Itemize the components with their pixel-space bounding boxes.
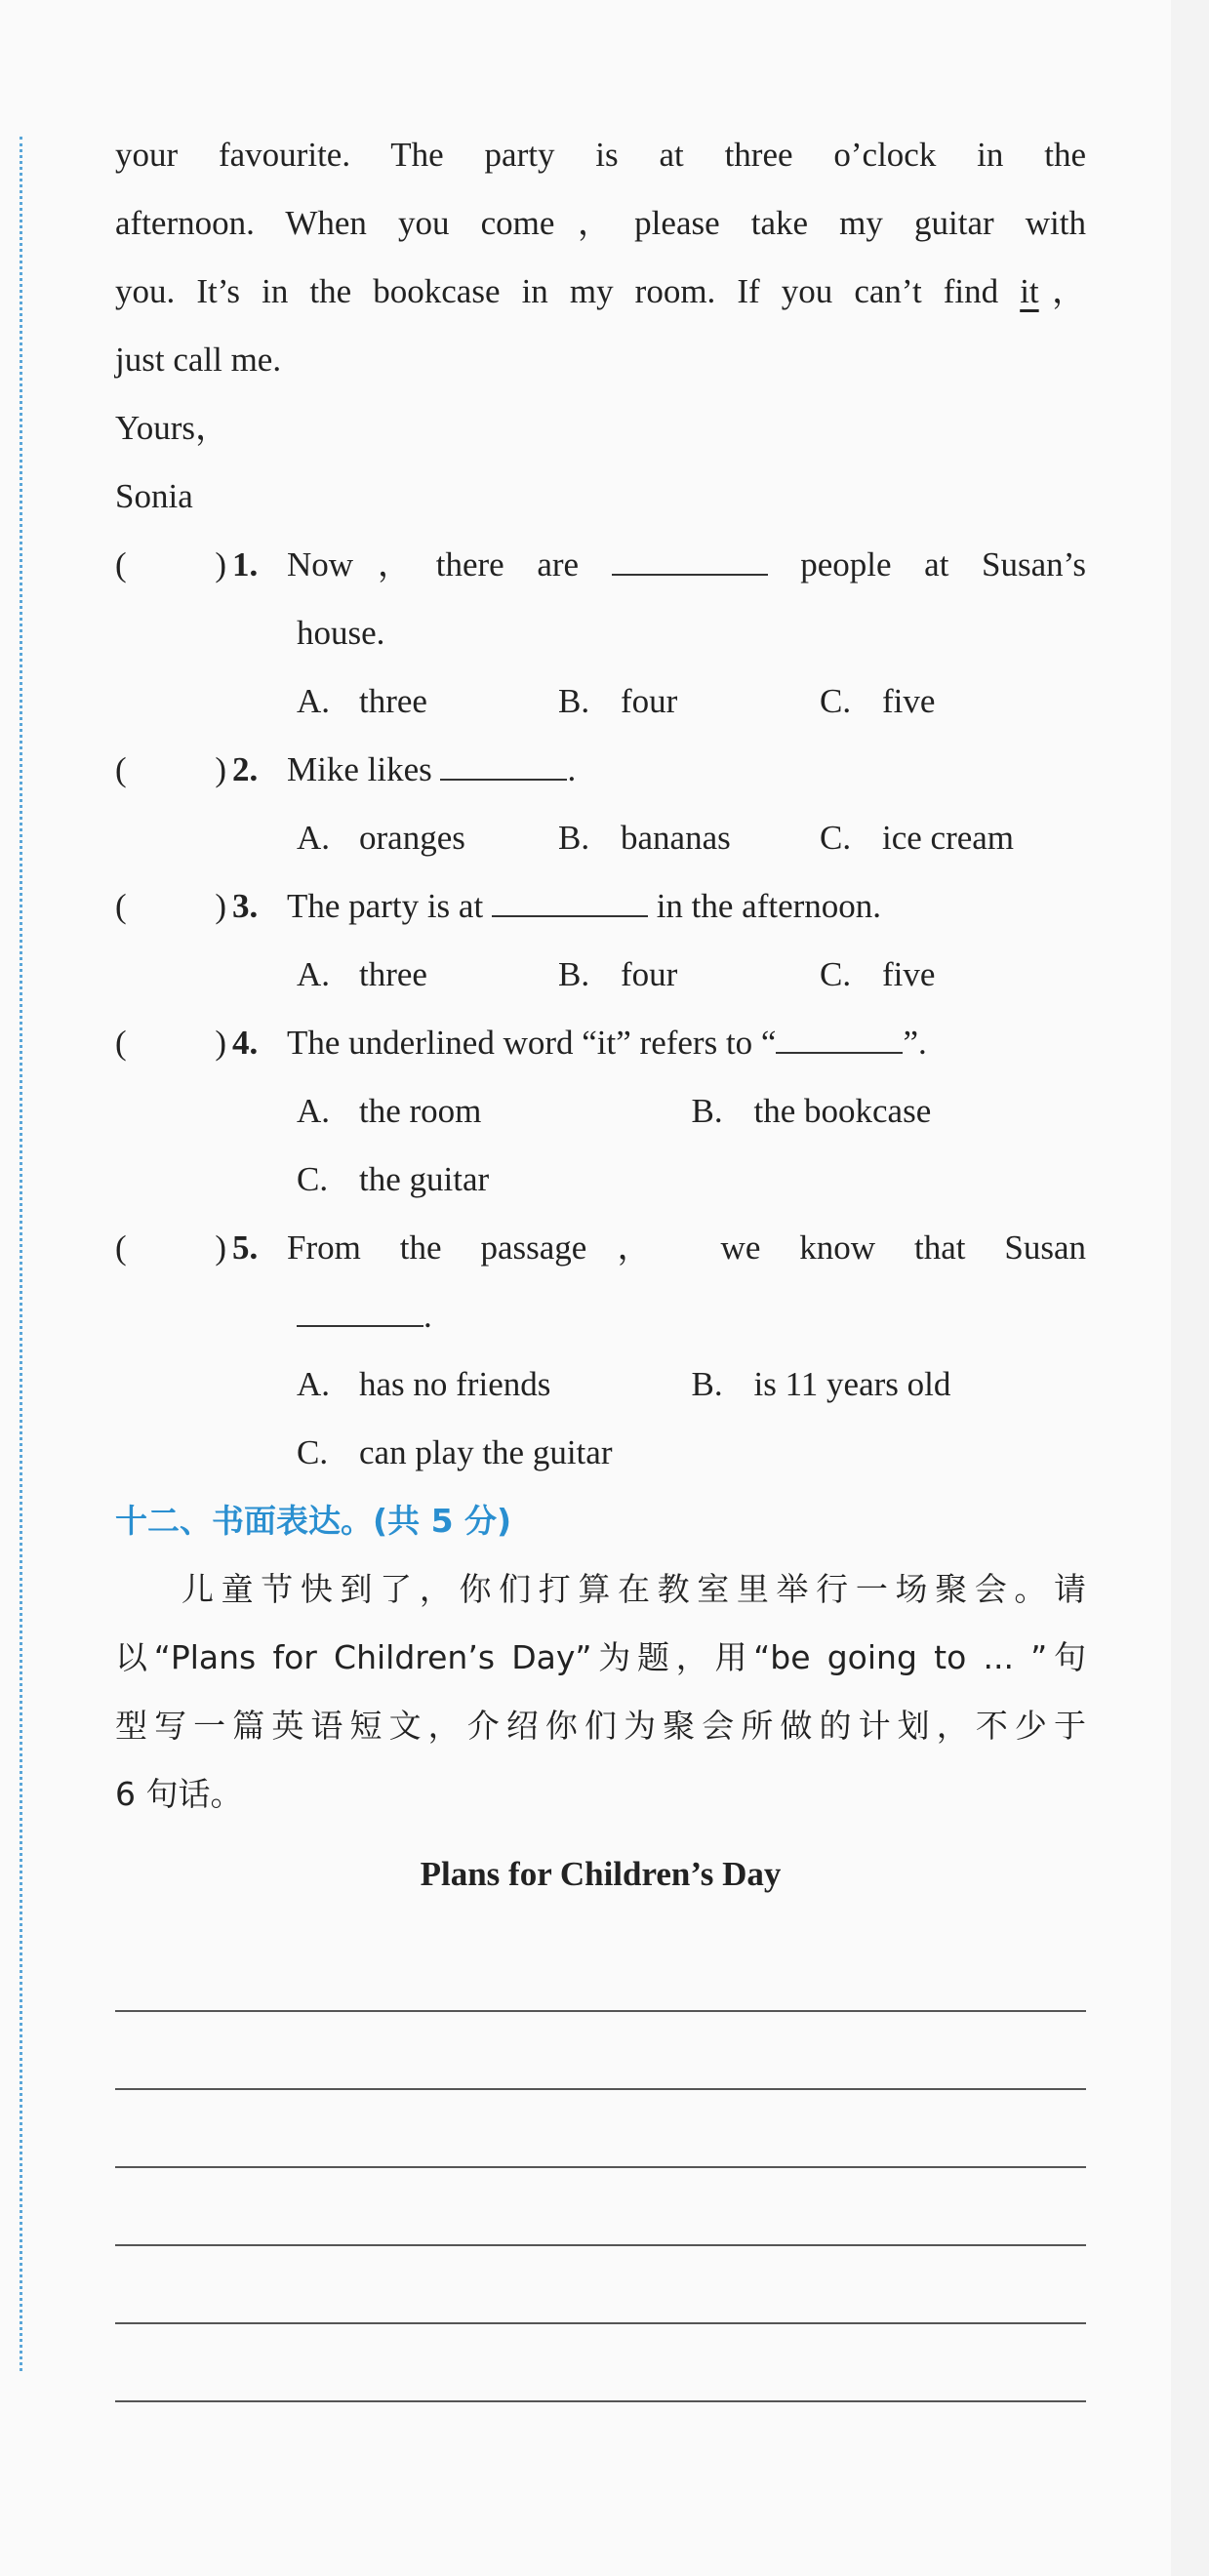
- worksheet-content: [115, 121, 1086, 2402]
- question-stem: The party is at in the afternoon.: [287, 887, 882, 925]
- letter-closing: Yours，: [115, 409, 230, 447]
- writing-section: [115, 1487, 1086, 2402]
- instruction-line: 型写一篇英语短文，介绍你们为聚会所做的计划，不少于: [115, 1707, 1086, 1745]
- question-4: [115, 1009, 1086, 1214]
- question-stem: The underlined word “it” refers to “ ”.: [287, 1024, 927, 1062]
- writing-line[interactable]: [115, 2168, 1086, 2246]
- question-1: [115, 531, 1086, 736]
- writing-line[interactable]: [115, 2090, 1086, 2168]
- answer-bracket[interactable]: ( ): [115, 887, 226, 925]
- answer-bracket[interactable]: ( ): [115, 545, 226, 584]
- question-number: 2.: [232, 750, 259, 788]
- question-3: [115, 872, 1086, 1009]
- answer-blank: [297, 1300, 423, 1327]
- option-b[interactable]: B. is 11 years old: [691, 1365, 951, 1403]
- option-b[interactable]: B. bananas: [558, 819, 731, 857]
- option-b[interactable]: B. the bookcase: [691, 1092, 932, 1130]
- question-number: 4.: [232, 1024, 259, 1062]
- options-row: [115, 1077, 1086, 1146]
- options-row: [115, 804, 1086, 872]
- option-b[interactable]: B. four: [558, 682, 678, 720]
- instruction-line: 6 句话。: [115, 1775, 243, 1813]
- question-number: 1.: [232, 545, 259, 584]
- answer-blank: [492, 890, 648, 917]
- writing-line[interactable]: [115, 2246, 1086, 2324]
- passage-line: just call me.: [115, 341, 282, 379]
- option-c[interactable]: C. five: [820, 955, 936, 993]
- passage-line: afternoon. When you come，please take my guitar with: [115, 204, 1086, 242]
- passage-line: your favourite. The party is at three o’clock in the: [115, 136, 1086, 174]
- writing-area[interactable]: [115, 1934, 1086, 2402]
- option-a[interactable]: A. the room: [297, 1092, 482, 1130]
- answer-blank: [440, 753, 567, 781]
- option-c[interactable]: C. ice cream: [820, 819, 1015, 857]
- options-row: [115, 1146, 1086, 1214]
- option-c[interactable]: C. five: [820, 682, 936, 720]
- question-5: [115, 1214, 1086, 1487]
- instruction-line: 以“Plans for Children’s Day”为题，用“be going to ... ”句: [115, 1638, 1086, 1676]
- question-stem: From the passage， we know that Susan: [287, 1228, 1086, 1267]
- underlined-word: it: [1020, 272, 1039, 310]
- question-stem-continued: house.: [297, 614, 385, 652]
- answer-bracket[interactable]: ( ): [115, 750, 226, 788]
- options-row: [115, 1419, 1086, 1487]
- answer-blank: [776, 1026, 903, 1054]
- letter-signature: Sonia: [115, 477, 193, 515]
- options-row: [115, 1350, 1086, 1419]
- question-stem: Now，there are people at Susan’s: [287, 545, 1086, 584]
- question-number: 5.: [232, 1228, 259, 1267]
- binding-dotted-line: [20, 137, 22, 2371]
- options-row: [115, 667, 1086, 736]
- option-c[interactable]: C. the guitar: [297, 1160, 490, 1198]
- question-2: [115, 736, 1086, 872]
- option-c[interactable]: C. can play the guitar: [297, 1433, 613, 1471]
- passage-text: ，: [1038, 272, 1086, 310]
- answer-bracket[interactable]: ( ): [115, 1228, 226, 1267]
- writing-line[interactable]: [115, 2324, 1086, 2402]
- writing-line[interactable]: [115, 1934, 1086, 2012]
- passage-text: you. It’s in the bookcase in my room. If you can’t find: [115, 272, 1021, 310]
- essay-title: Plans for Children’s Day: [420, 1855, 782, 1893]
- answer-bracket[interactable]: ( ): [115, 1024, 226, 1062]
- writing-line[interactable]: [115, 2012, 1086, 2090]
- question-number: 3.: [232, 887, 259, 925]
- question-stem-continued: .: [115, 1282, 1086, 1350]
- option-a[interactable]: A. oranges: [297, 819, 465, 857]
- options-row: [115, 941, 1086, 1009]
- option-a[interactable]: A. three: [297, 955, 427, 993]
- section-title: 十二、书面表达。(共 5 分): [115, 1502, 512, 1540]
- passage-line: [115, 258, 1086, 326]
- instruction-line: 儿童节快到了，你们打算在教室里举行一场聚会。请: [181, 1570, 1086, 1608]
- answer-blank: [612, 548, 768, 576]
- question-stem: Mike likes .: [287, 750, 577, 788]
- option-b[interactable]: B. four: [558, 955, 678, 993]
- option-a[interactable]: A. has no friends: [297, 1365, 551, 1403]
- reading-passage: [115, 121, 1086, 531]
- option-a[interactable]: A. three: [297, 682, 427, 720]
